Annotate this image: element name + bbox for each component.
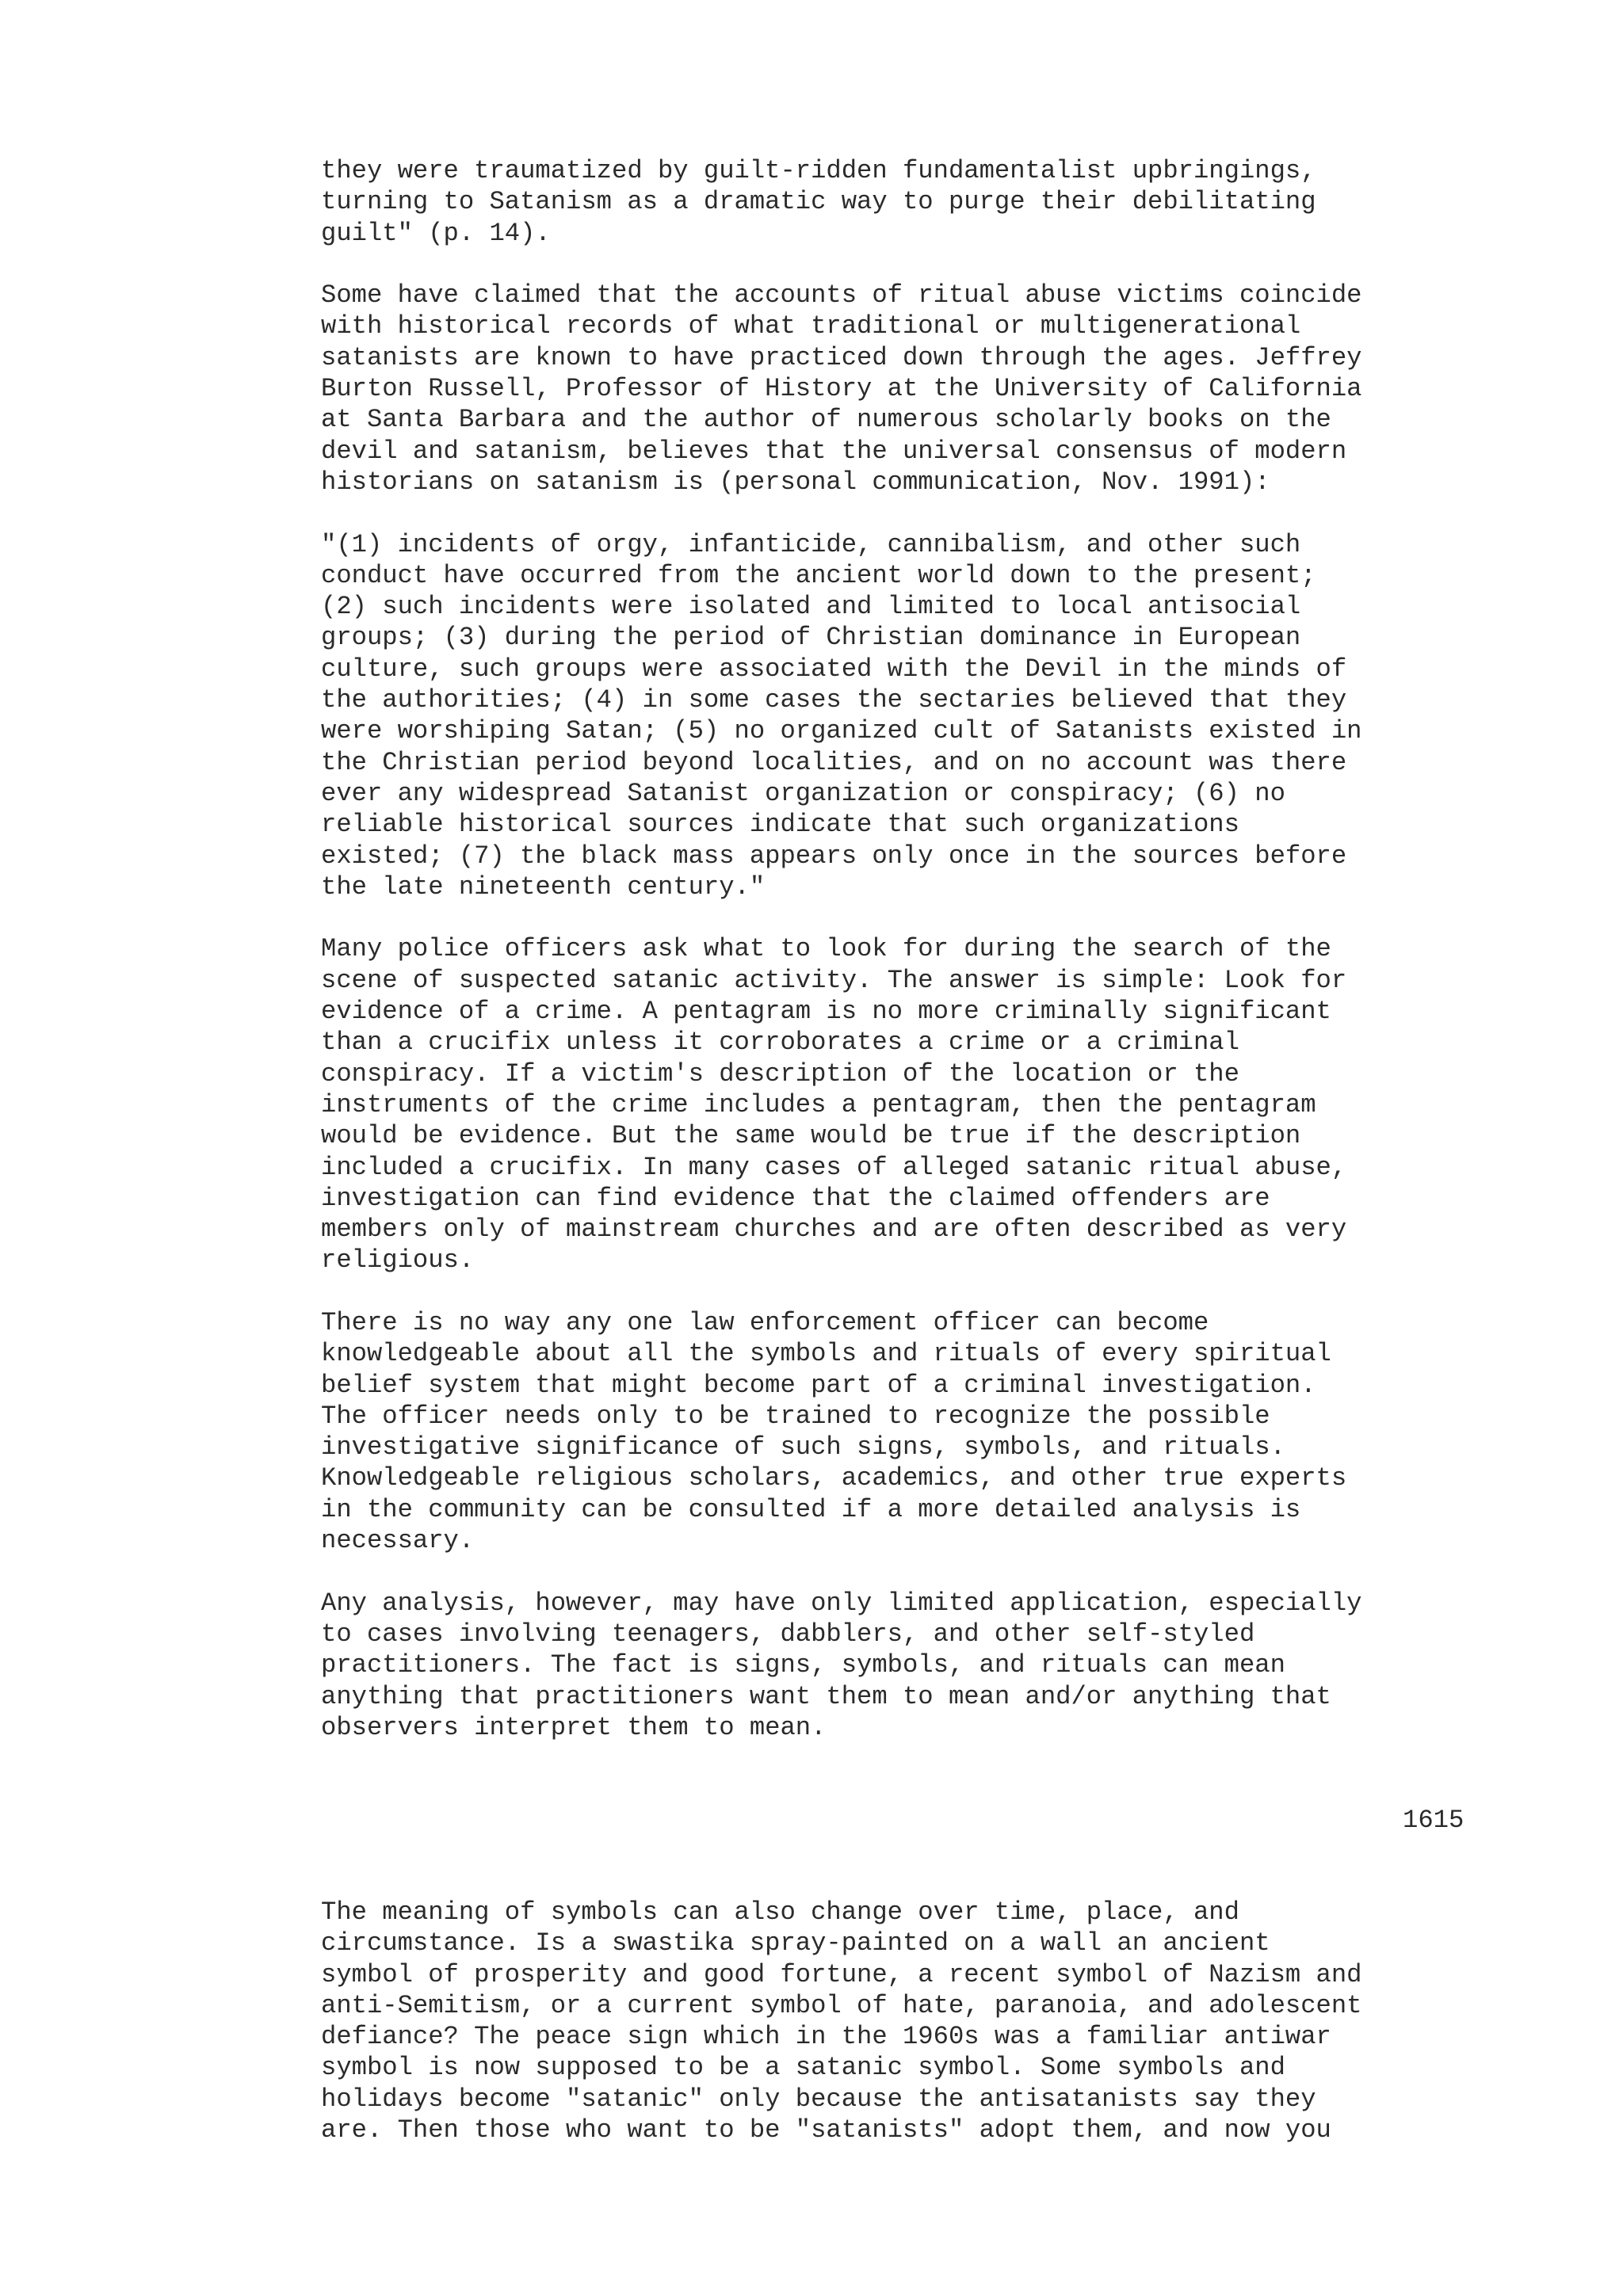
text-line: observers interpret them to mean. (321, 1712, 827, 1742)
page-text-top (321, 155, 1478, 1743)
text-line: guilt" (p. 14). (321, 218, 551, 248)
text-line: The officer needs only to be trained to recognize the possible (321, 1401, 1270, 1431)
text-line: conduct have occurred from the ancient world down to the present; (321, 560, 1316, 590)
text-line: investigative significance of such signs, symbols, and rituals. (321, 1432, 1285, 1463)
text-line: defiance? The peace sign which in the 1960s was a familiar antiwar (321, 2022, 1331, 2052)
text-line: Many police officers ask what to look for during the search of the (321, 934, 1331, 964)
text-line: conspiracy. If a victim's description of the location or the (321, 1058, 1239, 1089)
text-line: with historical records of what traditional or multigenerational (321, 311, 1301, 341)
text-line: scene of suspected satanic activity. The answer is simple: Look for (321, 965, 1347, 995)
text-line: (2) such incidents were isolated and limited to local antisocial (321, 592, 1301, 622)
text-line: at Santa Barbara and the author of numerous scholarly books on the (321, 405, 1331, 435)
text-line: included a crucifix. In many cases of alleged satanic ritual abuse, (321, 1152, 1347, 1182)
text-line: belief system that might become part of a criminal investigation. (321, 1370, 1316, 1400)
text-line: they were traumatized by guilt-ridden fundamentalist upbringings, (321, 156, 1316, 185)
text-line: historians on satanism is (personal communication, Nov. 1991): (321, 467, 1270, 497)
page-text-bottom (321, 1897, 1478, 2145)
text-line: to cases involving teenagers, dabblers, and other self-styled (321, 1619, 1255, 1649)
text-line: were worshiping Satan; (5) no organized cult of Satanists existed in (321, 716, 1362, 746)
paragraph-law-enforcement (321, 1307, 1478, 1556)
text-line: turning to Satanism as a dramatic way to purge their debilitating (321, 187, 1316, 217)
text-line: the authorities; (4) in some cases the sectaries believed that they (321, 685, 1347, 715)
text-line: anything that practitioners want them to mean and/or anything that (321, 1681, 1331, 1711)
text-line: The meaning of symbols can also change over time, place, and (321, 1897, 1239, 1927)
text-line: the late nineteenth century." (321, 871, 766, 902)
text-line: groups; (3) during the period of Christian dominance in European (321, 623, 1301, 653)
text-line: than a crucifix unless it corroborates a crime or a criminal (321, 1028, 1239, 1058)
text-line: "(1) incidents of orgy, infanticide, cannibalism, and other such (321, 529, 1301, 559)
paragraph-symbol-meaning (321, 1897, 1478, 2145)
text-line: satanists are known to have practiced down through the ages. Jeffrey (321, 342, 1362, 372)
text-line: knowledgeable about all the symbols and rituals of every spiritual (321, 1339, 1331, 1369)
text-line: anti-Semitism, or a current symbol of hate, paranoia, and adolescent (321, 1990, 1362, 2020)
text-line: Knowledgeable religious scholars, academics, and other true experts (321, 1463, 1347, 1493)
paragraph-quote-consensus (321, 529, 1478, 903)
paragraph-police-officers (321, 933, 1478, 1276)
text-line: There is no way any one law enforcement officer can become (321, 1307, 1209, 1337)
text-line: circumstance. Is a swastika spray-painted on a wall an ancient (321, 1928, 1270, 1958)
text-line: evidence of a crime. A pentagram is no more criminally significant (321, 997, 1331, 1027)
text-line: Burton Russell, Professor of History at the University of California (321, 374, 1362, 404)
text-line: symbol of prosperity and good fortune, a recent symbol of Nazism and (321, 1959, 1362, 1989)
text-line: would be evidence. But the same would be true if the description (321, 1121, 1301, 1151)
text-line: in the community can be consulted if a more detailed analysis is (321, 1494, 1301, 1524)
text-line: holidays become "satanic" only because the antisatanists say they (321, 2084, 1316, 2114)
text-line: Some have claimed that the accounts of ritual abuse victims coincide (321, 280, 1362, 311)
text-line: members only of mainstream churches and are often described as very (321, 1215, 1347, 1245)
text-line: ever any widespread Satanist organization or conspiracy; (6) no (321, 778, 1285, 808)
text-line: devil and satanism, believes that the universal consensus of modern (321, 436, 1347, 466)
paragraph-analysis (321, 1588, 1478, 1743)
text-line: reliable historical sources indicate that such organizations (321, 810, 1239, 840)
text-line: culture, such groups were associated with the Devil in the minds of (321, 654, 1347, 684)
paragraph-guilt (321, 155, 1478, 249)
text-line: investigation can find evidence that the claimed offenders are (321, 1183, 1270, 1213)
text-line: symbol is now supposed to be a satanic symbol. Some symbols and (321, 2053, 1285, 2083)
text-line: the Christian period beyond localities, and on no account was there (321, 747, 1347, 777)
text-line: are. Then those who want to be "satanists" adopt them, and now you (321, 2115, 1331, 2145)
paragraph-historical-records (321, 280, 1478, 498)
text-line: religious. (321, 1245, 475, 1276)
text-line: instruments of the crime includes a pentagram, then the pentagram (321, 1089, 1316, 1119)
text-line: Any analysis, however, may have only limited application, especially (321, 1588, 1362, 1618)
page-number: 1615 (1403, 1806, 1465, 1835)
text-line: necessary. (321, 1526, 475, 1556)
text-line: existed; (7) the black mass appears only once in the sources before (321, 841, 1347, 871)
text-line: practitioners. The fact is signs, symbols, and rituals can mean (321, 1650, 1285, 1680)
